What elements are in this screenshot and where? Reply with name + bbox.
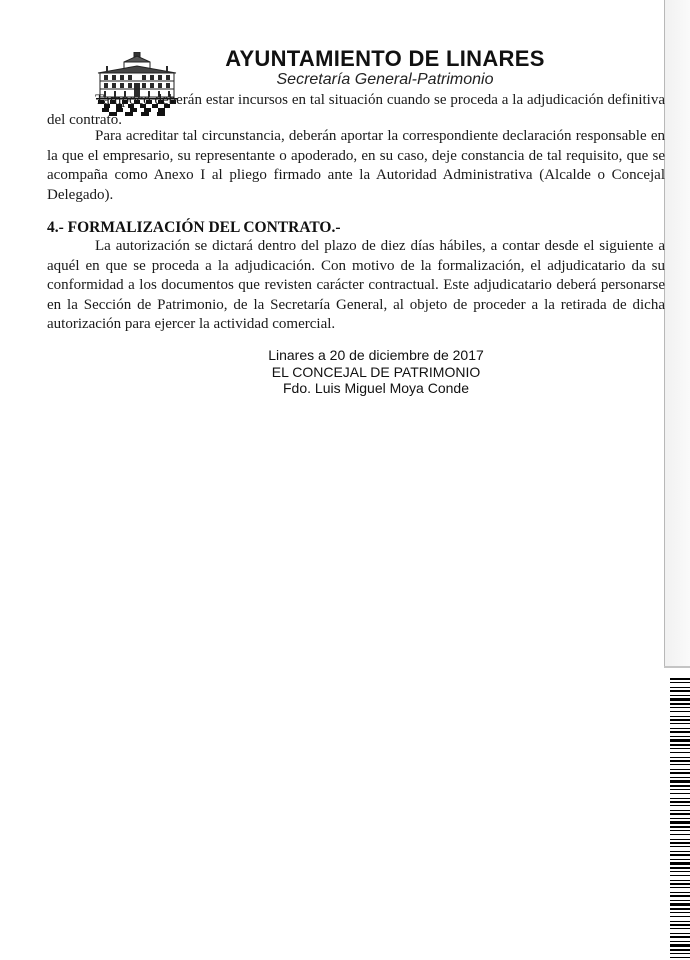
paragraph-1: Tampoco deberán estar incursos en tal situación cuando se proceda a la adjudicación definitiva del contrato. bbox=[47, 92, 665, 128]
signature-role: EL CONCEJAL DE PATRIMONIO bbox=[271, 363, 481, 380]
signature-block bbox=[226, 347, 526, 397]
paragraph-2: Para acreditar tal circunstancia, deberán aportar la correspondiente declaración responsable en la que el empresario, su representante o apoderado, en su caso, deje constancia de tal requisito, que se acompaña como Anexo I al pliego firmado ante la Autoridad Administrativa (Alcalde o Concejal Delegado). bbox=[47, 128, 665, 203]
page-subtitle: Secretaría General-Patrimonio bbox=[276, 71, 494, 88]
signature-name: Fdo. Luis Miguel Moya Conde bbox=[283, 380, 469, 396]
paragraph-3: La autorización se dictará dentro del plazo de diez días hábiles, a contar desde el siguiente a aquél en que se proceda a la adjudicación. Con motivo de la formalización, el adjudicatario da su conformidad a los documentos que revisten carácter contractual. Este adjudicatario deberá personarse en la Sección de Patrimonio, de la Secretaría General, al objeto de proceder a la retirada de dicha autorización para ejercer la actividad comercial. bbox=[47, 238, 665, 333]
page-title: AYUNTAMIENTO DE LINARES bbox=[225, 46, 545, 71]
barcode-icon bbox=[670, 678, 690, 960]
page-edge-corner bbox=[664, 666, 690, 668]
page-edge-shade bbox=[665, 0, 690, 668]
section-heading: 4.- FORMALIZACIÓN DEL CONTRATO.- bbox=[47, 219, 341, 236]
signature-place-date: Linares a 20 de diciembre de 2017 bbox=[268, 347, 484, 363]
